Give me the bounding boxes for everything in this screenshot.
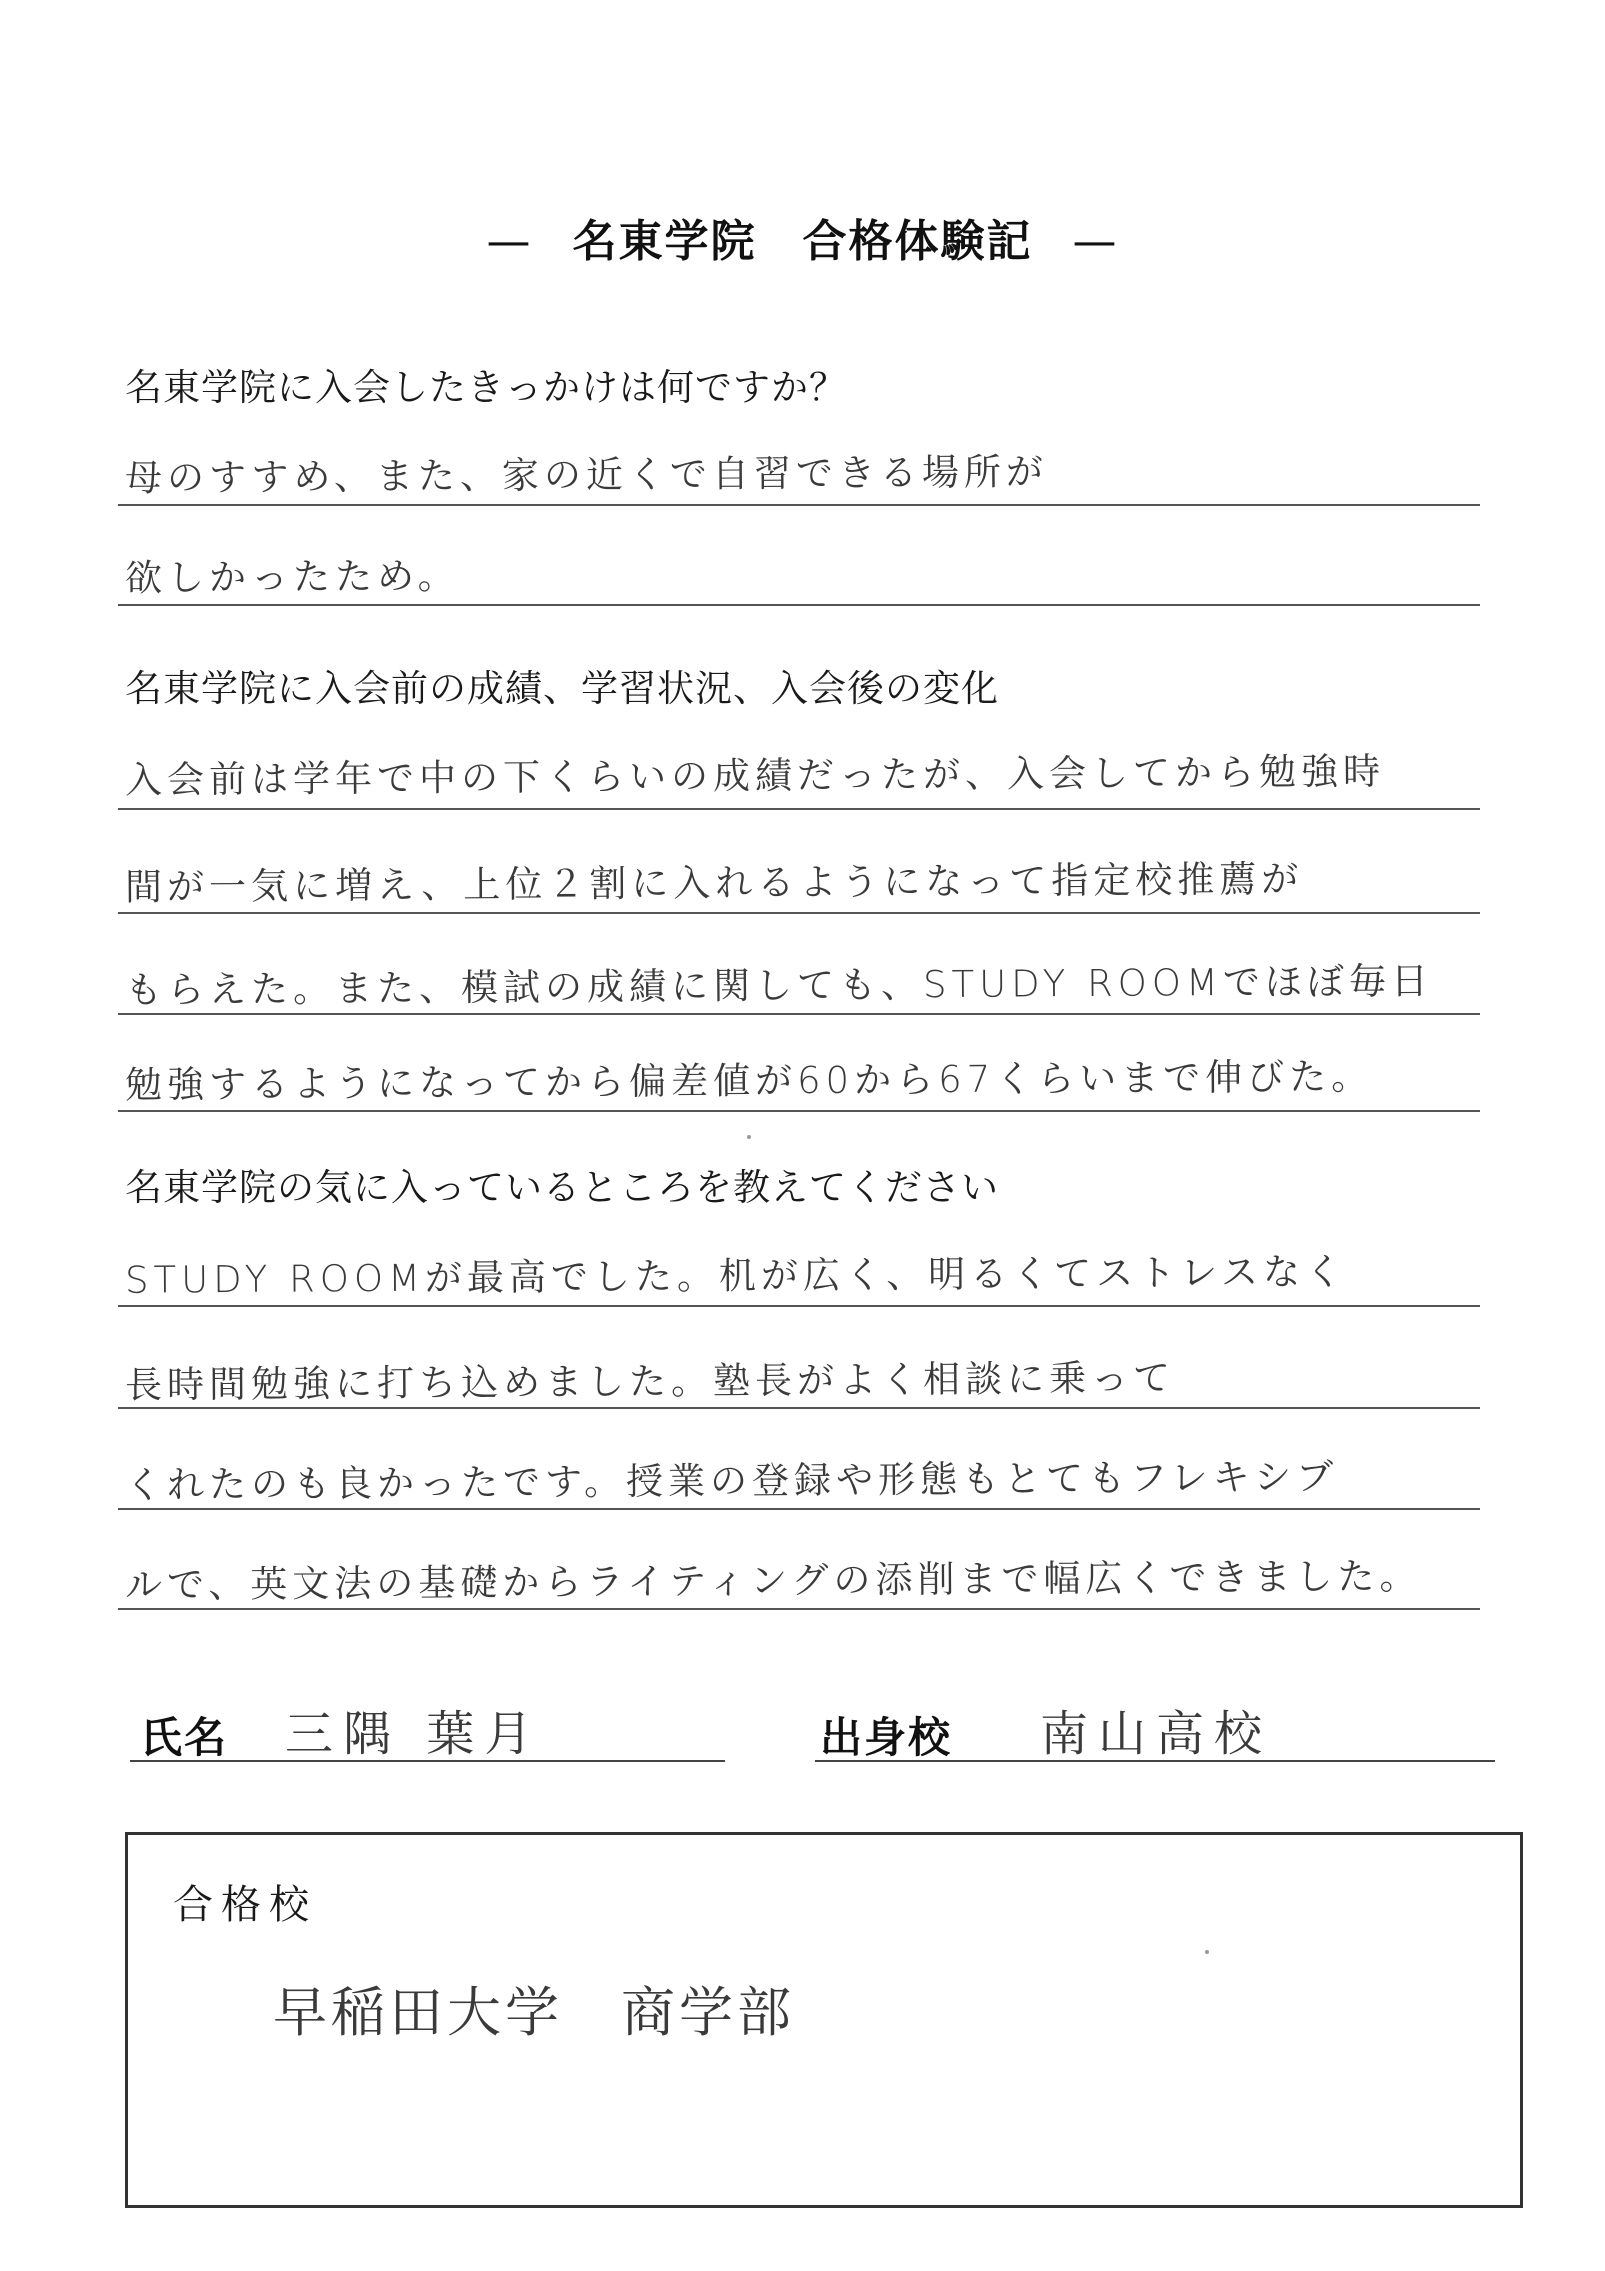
school-underline bbox=[815, 1760, 1495, 1762]
answer-2-line-2: 間が一気に増え、上位２割に入れるようになって指定校推薦が bbox=[124, 857, 1304, 909]
question-2: 名東学院に入会前の成績、学習状況、入会後の変化 bbox=[125, 667, 999, 710]
answer-2-line-1: 入会前は学年で中の下くらいの成績だったが、入会してから勉強時 bbox=[124, 749, 1386, 802]
result-label: 合格校 bbox=[173, 1882, 317, 1928]
answer-rule bbox=[118, 604, 1480, 606]
answer-2-line-3: もらえた。また、模試の成績に関しても、STUDY ROOMでほぼ毎日 bbox=[124, 959, 1434, 1012]
scan-speck bbox=[747, 1135, 751, 1139]
university-name: 早稲田大学 商学部 bbox=[273, 1981, 795, 2044]
answer-3-line-2: 長時間勉強に打ち込めました。塾長がよく相談に乗って bbox=[124, 1356, 1176, 1407]
title-dash-left: — bbox=[486, 216, 533, 267]
answer-rule bbox=[118, 808, 1480, 810]
answer-rule bbox=[118, 1508, 1480, 1510]
answer-rule bbox=[118, 1305, 1480, 1307]
answer-3-line-4: ルで、英文法の基礎からライティングの添削まで幅広くできました。 bbox=[124, 1554, 1422, 1607]
title-text: 名東学院 合格体験記 bbox=[572, 216, 1033, 267]
answer-1-line-1: 母のすすめ、また、家の近くで自習できる場所が bbox=[124, 450, 1049, 500]
answer-2-line-4: 勉強するようになってから偏差値が60から67くらいまで伸びた。 bbox=[124, 1054, 1374, 1107]
result-box bbox=[125, 1832, 1523, 2208]
question-1: 名東学院に入会したきっかけは何ですか？ bbox=[125, 366, 847, 409]
name-underline bbox=[130, 1760, 725, 1762]
student-name: 三隅 葉月 bbox=[285, 1706, 543, 1762]
scan-speck bbox=[1205, 1950, 1209, 1954]
name-label: 氏名 bbox=[140, 1713, 229, 1762]
answer-rule bbox=[118, 1110, 1480, 1112]
school-name: 南山高校 bbox=[1040, 1706, 1273, 1762]
page-title bbox=[0, 205, 1605, 269]
question-3: 名東学院の気に入っているところを教えてください bbox=[125, 1166, 999, 1209]
answer-rule bbox=[118, 912, 1480, 914]
answer-rule bbox=[118, 504, 1480, 506]
answer-rule bbox=[118, 1608, 1480, 1610]
answer-3-line-1: STUDY ROOMが最高でした。机が広く、明るくてストレスなく bbox=[124, 1250, 1348, 1302]
answer-rule bbox=[118, 1407, 1480, 1409]
answer-1-line-2: 欲しかったため。 bbox=[124, 554, 460, 600]
title-dash-right: — bbox=[1072, 216, 1119, 267]
answer-3-line-3: くれたのも良かったです。授業の登録や形態もとてもフレキシブ bbox=[124, 1455, 1339, 1507]
answer-rule bbox=[118, 1013, 1480, 1015]
school-label: 出身校 bbox=[820, 1713, 953, 1762]
